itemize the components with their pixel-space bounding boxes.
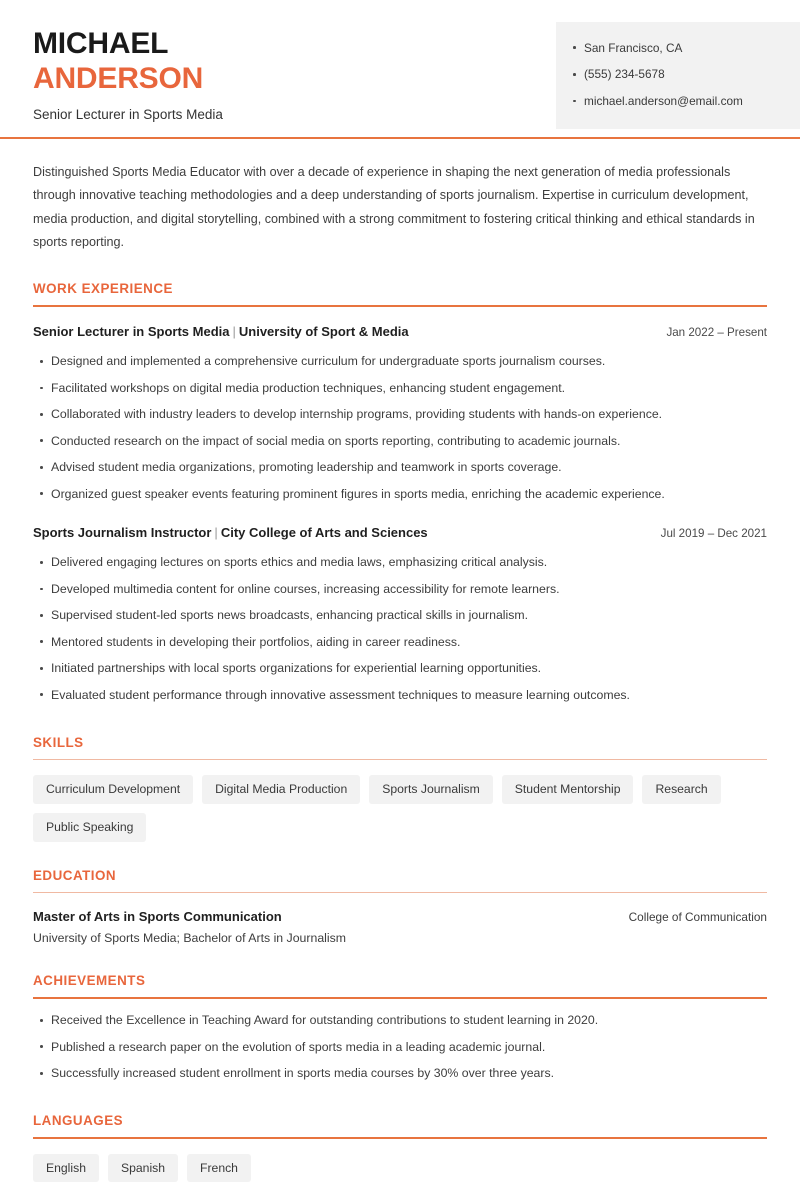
achievements-bullet-list — [33, 1008, 767, 1087]
section-languages — [33, 1113, 767, 1182]
experience-bullet: Conducted research on the impact of social media on sports reporting, contributing to academic journals. — [51, 428, 767, 454]
education-entry — [33, 909, 767, 947]
section-education — [33, 868, 767, 948]
section-divider-achievements — [33, 997, 767, 999]
experience-bullet: Initiated partnerships with local sports organizations for experiential learning opportunities. — [51, 656, 767, 682]
experience-organization: City College of Arts and Sciences — [220, 524, 428, 540]
experience-title-line — [33, 524, 428, 542]
professional-summary: Distinguished Sports Media Educator with over a decade of experience in shaping the next generation of media professionals through innovative teaching methodologies and a deep understanding of sports journalism. Expertise in curriculum development, media production, and digital storytelling, combined with a strong commitment to fostering critical thinking and ethical standards in sports reporting. — [33, 164, 755, 250]
experience-entry-header — [33, 524, 767, 542]
languages-chip-list — [33, 1154, 767, 1182]
first-name: MICHAEL — [33, 27, 169, 60]
section-title-languages: LANGUAGES — [33, 1113, 124, 1129]
education-organization: College of Communication — [628, 910, 767, 925]
section-title-education: EDUCATION — [33, 867, 117, 883]
skill-chip: Research — [642, 775, 720, 804]
skill-chip: Curriculum Development — [33, 775, 193, 804]
skill-chip: Digital Media Production — [202, 775, 360, 804]
section-divider-education — [33, 892, 767, 894]
experience-bullet: Supervised student-led sports news broadcasts, enhancing practical skills in journalism. — [51, 603, 767, 629]
header-identity — [0, 0, 223, 123]
section-divider-skills — [33, 759, 767, 761]
skills-chip-list — [33, 775, 767, 841]
contact-phone[interactable]: (555) 234-5678 — [584, 62, 790, 89]
resume-header — [0, 0, 800, 129]
experience-bullet: Evaluated student performance through innovative assessment techniques to measure learning outcomes. — [51, 682, 767, 708]
contact-location: San Francisco, CA — [584, 35, 790, 62]
education-entry-header — [33, 909, 767, 924]
experience-bullet: Developed multimedia content for online courses, increasing accessibility for remote learners. — [51, 577, 767, 603]
section-title-achievements: ACHIEVEMENTS — [33, 973, 146, 989]
experience-bullet: Delivered engaging lectures on sports ethics and media laws, emphasizing critical analysis. — [51, 550, 767, 576]
experience-date: Jul 2019 – Dec 2021 — [660, 526, 767, 540]
experience-bullet: Facilitated workshops on digital media production techniques, enhancing student engagement. — [51, 376, 767, 402]
experience-bullet: Mentored students in developing their portfolios, aiding in career readiness. — [51, 629, 767, 655]
experience-bullet: Designed and implemented a comprehensive curriculum for undergraduate sports journalism courses. — [51, 349, 767, 375]
last-name: ANDERSON — [33, 62, 204, 96]
education-detail: University of Sports Media; Bachelor of Arts in Journalism — [33, 931, 347, 946]
section-divider-languages — [33, 1137, 767, 1139]
skill-chip: Sports Journalism — [369, 775, 493, 804]
experience-role: Sports Journalism Instructor — [33, 524, 212, 540]
header-job-title: Senior Lecturer in Sports Media — [33, 106, 223, 122]
section-title-work-experience: WORK EXPERIENCE — [33, 280, 173, 296]
experience-role: Senior Lecturer in Sports Media — [33, 323, 230, 339]
experience-organization: University of Sport & Media — [238, 323, 409, 339]
skill-chip: Student Mentorship — [502, 775, 634, 804]
experience-bullet: Advised student media organizations, promoting leadership and teamwork in sports coverage. — [51, 455, 767, 481]
achievement-bullet: Received the Excellence in Teaching Award for outstanding contributions to student learning in 2020. — [51, 1008, 767, 1034]
section-work-experience — [33, 281, 767, 709]
contact-email[interactable]: michael.anderson@email.com — [584, 89, 790, 116]
education-degree: Master of Arts in Sports Communication — [33, 909, 282, 925]
achievement-bullet: Published a research paper on the evolution of sports media in a leading academic journal. — [51, 1034, 767, 1060]
experience-date: Jan 2022 – Present — [666, 325, 767, 339]
language-chip: French — [187, 1154, 251, 1182]
achievement-bullet: Successfully increased student enrollment in sports media courses by 30% over three years. — [51, 1061, 767, 1087]
contact-block — [556, 22, 800, 129]
experience-separator: | — [214, 524, 218, 540]
experience-bullet: Collaborated with industry leaders to develop internship programs, providing students with hands-on experience. — [51, 402, 767, 428]
experience-separator: | — [232, 323, 236, 339]
skill-chip: Public Speaking — [33, 813, 146, 842]
header-divider — [0, 137, 800, 139]
contact-list — [556, 35, 800, 116]
experience-entry — [33, 524, 767, 709]
experience-bullet-list — [33, 550, 767, 709]
experience-bullet: Organized guest speaker events featuring prominent figures in sports media, enriching the academic experience. — [51, 481, 767, 507]
experience-entry-header — [33, 323, 767, 341]
section-achievements — [33, 973, 767, 1087]
experience-title-line — [33, 323, 409, 341]
experience-entry — [33, 323, 767, 508]
experience-bullet-list — [33, 349, 767, 508]
section-skills — [33, 735, 767, 842]
language-chip: English — [33, 1154, 99, 1182]
resume-body — [0, 161, 800, 1182]
section-title-skills: SKILLS — [33, 734, 84, 750]
language-chip: Spanish — [108, 1154, 178, 1182]
section-divider-work-experience — [33, 305, 767, 307]
